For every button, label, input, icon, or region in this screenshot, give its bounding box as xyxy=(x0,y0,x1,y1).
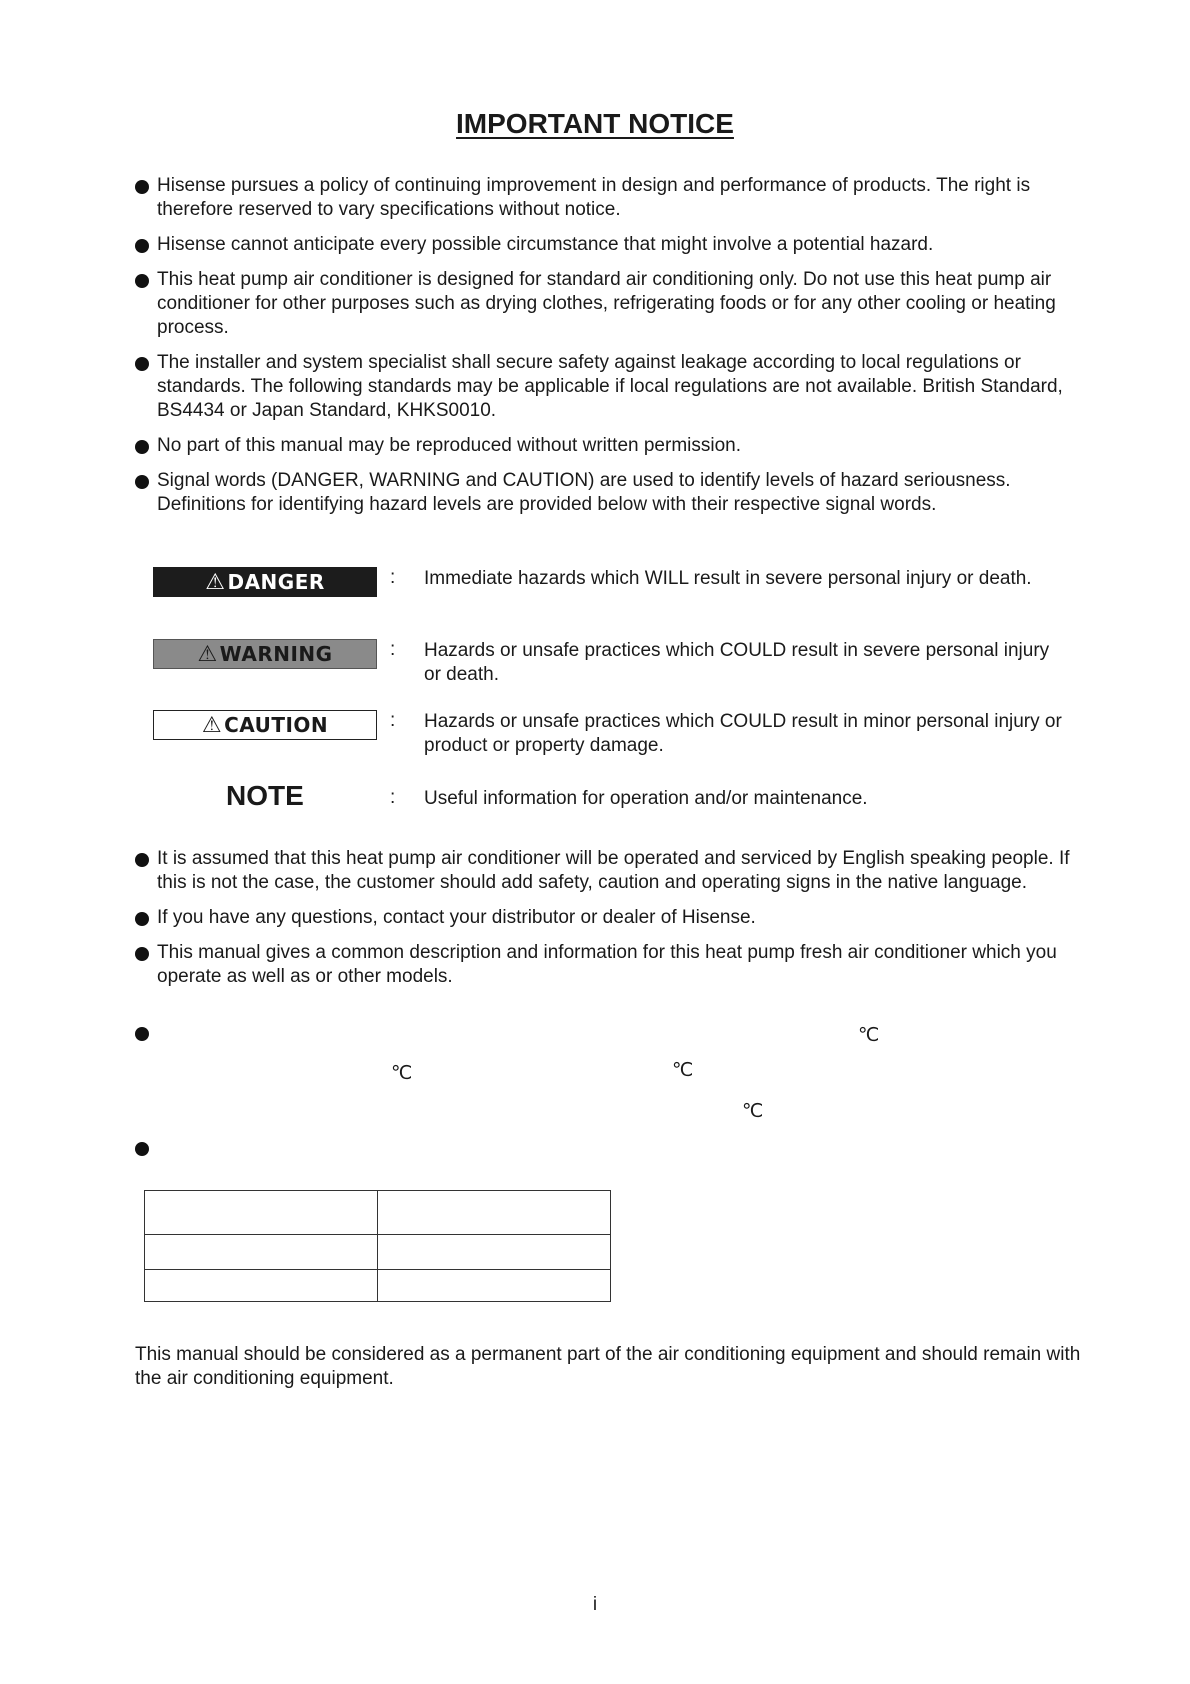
table-cell xyxy=(378,1191,611,1235)
blank-table xyxy=(144,1190,611,1302)
warning-definition: Hazards or unsafe practices which COULD result in severe personal injury or death. xyxy=(424,640,1050,685)
table-cell xyxy=(145,1191,378,1235)
page-number: i xyxy=(592,1594,598,1615)
degree-symbol: ℃ xyxy=(672,1060,694,1081)
degree-symbol: ℃ xyxy=(742,1101,764,1122)
danger-colon: : xyxy=(390,567,396,588)
caution-definition: Hazards or unsafe practices which COULD result in minor personal injury or product or property damage. xyxy=(424,711,1062,756)
table-cell xyxy=(378,1270,611,1302)
list-item: The installer and system specialist shall secure safety against leakage according to local regulations or standards. The following standards may be applicable if local regulations are not available. British Standard, BS4434 or Japan Standard, KHKS0010. xyxy=(135,351,1095,423)
warning-triangle-icon: ⚠ xyxy=(201,712,223,738)
note-definition: Useful information for operation and/or maintenance. xyxy=(424,788,868,809)
list-item: Signal words (DANGER, WARNING and CAUTION) are used to identify levels of hazard seriousness. Definitions for identifying hazard levels are provided below with their respective signal words. xyxy=(135,469,1095,517)
caution-signal-label: ⚠ CAUTION xyxy=(153,710,377,740)
degree-symbol: ℃ xyxy=(391,1063,413,1084)
warning-triangle-icon: ⚠ xyxy=(197,641,218,667)
closing-paragraph: This manual should be considered as a permanent part of the air conditioning equipment and should remain with the air conditioning equipment. xyxy=(135,1344,1081,1389)
notice-list-2 xyxy=(135,847,1095,1000)
warning-signal-label: ⚠ WARNING xyxy=(153,639,377,669)
list-item: This heat pump air conditioner is designed for standard air conditioning only. Do not use this heat pump air conditioner for other purposes such as drying clothes, refrigerating foods or for any other cooling or heating process. xyxy=(135,268,1095,340)
list-item: Hisense pursues a policy of continuing improvement in design and performance of products. The right is therefore reserved to vary specifications without notice. xyxy=(135,174,1095,222)
notice-list xyxy=(135,174,1095,528)
table-cell xyxy=(378,1235,611,1270)
table-cell xyxy=(145,1270,378,1302)
bullet-icon xyxy=(135,1027,149,1041)
danger-signal-label: ⚠ DANGER xyxy=(153,567,377,597)
note-signal-label: NOTE xyxy=(226,780,304,811)
table-cell xyxy=(145,1235,378,1270)
bullet-icon xyxy=(135,1142,149,1156)
degree-symbol: ℃ xyxy=(858,1025,880,1046)
danger-definition: Immediate hazards which WILL result in severe personal injury or death. xyxy=(424,568,1032,589)
list-item: It is assumed that this heat pump air conditioner will be operated and serviced by English speaking people. If this is not the case, the customer should add safety, caution and operating signs in the native language. xyxy=(135,847,1095,895)
list-item: Hisense cannot anticipate every possible circumstance that might involve a potential hazard. xyxy=(135,233,1095,257)
caution-colon: : xyxy=(390,710,396,731)
list-item: This manual gives a common description and information for this heat pump fresh air conditioner which you operate as well as or other models. xyxy=(135,941,1095,989)
warning-triangle-icon: ⚠ xyxy=(205,569,226,595)
list-item: No part of this manual may be reproduced without written permission. xyxy=(135,434,1095,458)
note-colon: : xyxy=(390,787,396,808)
warning-colon: : xyxy=(390,639,396,660)
list-item: If you have any questions, contact your distributor or dealer of Hisense. xyxy=(135,906,1095,930)
page-title: IMPORTANT NOTICE xyxy=(456,108,734,139)
